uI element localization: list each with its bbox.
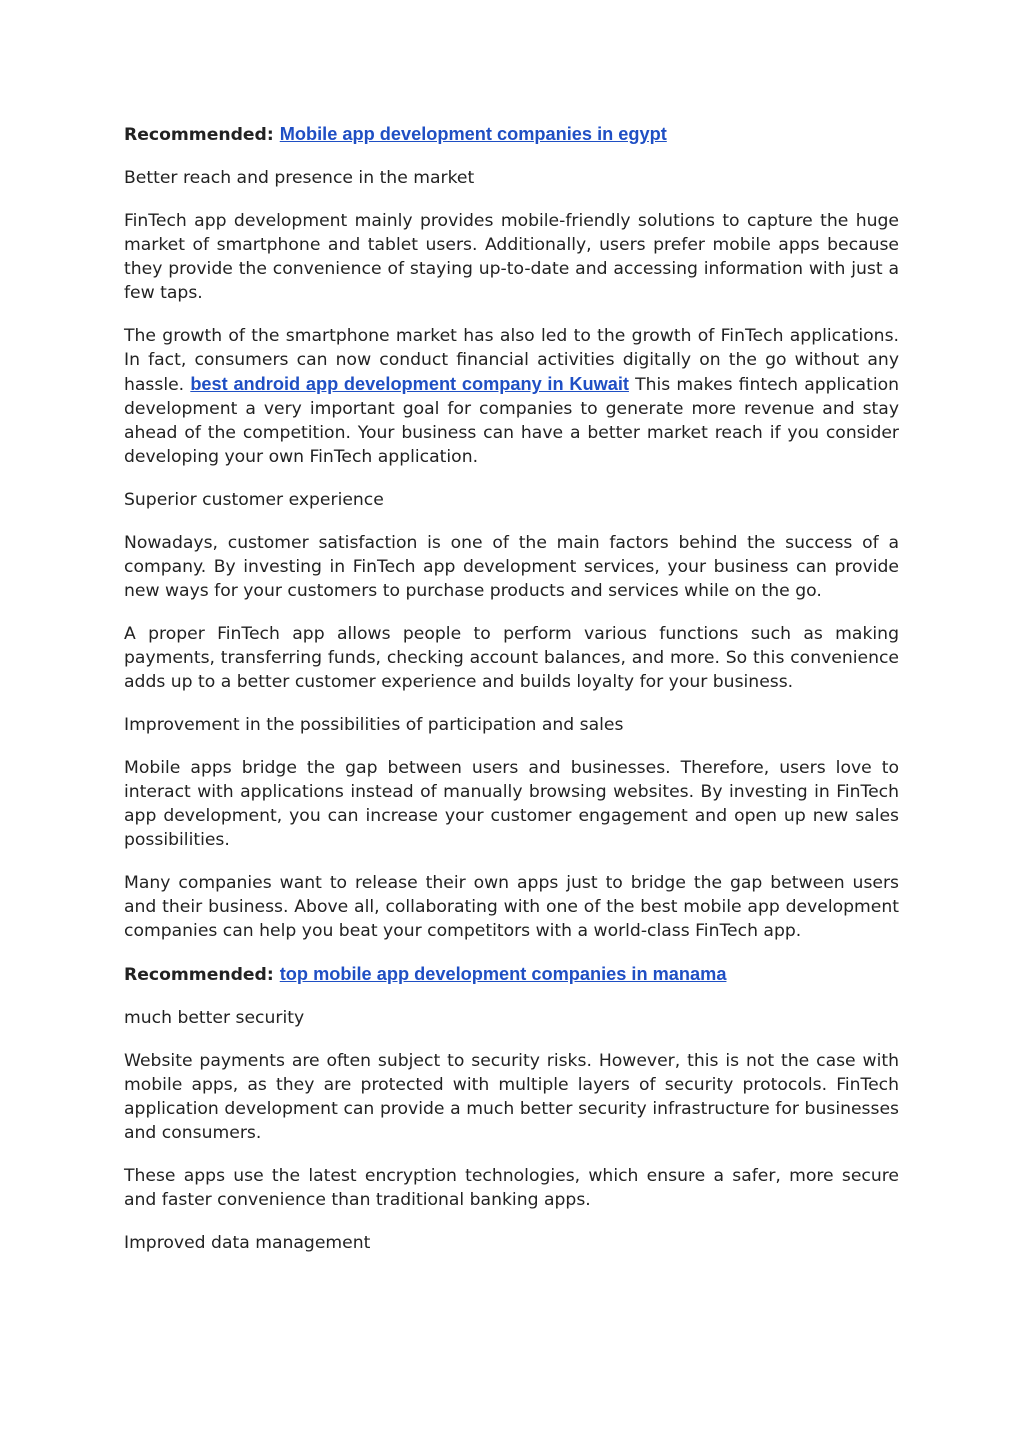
- paragraph-text-after-link: This makes fintech application development a very important goal for companies to generate more revenue and stay ahead of the competition. Your business can have a better market reach if you consider developing your own FinTech application.: [124, 375, 899, 467]
- recommended-label: Recommended:: [124, 125, 274, 145]
- section-heading-security: much better security: [124, 1008, 305, 1028]
- paragraph-release-apps: Many companies want to release their own apps just to bridge the gap between users and their business. Above all, collaborating with one of the best mobile app development companies can help you beat your competitors with a world-class FinTech app.: [124, 873, 899, 941]
- section-heading-data-management: Improved data management: [124, 1233, 371, 1253]
- paragraph-mobile-friendly: FinTech app development mainly provides mobile-friendly solutions to capture the huge market of smartphone and tablet users. Additionally, users prefer mobile apps because they provide the convenience of staying up-to-date and accessing information with just a few taps.: [124, 211, 899, 303]
- paragraph-proper-fintech-app: A proper FinTech app allows people to perform various functions such as making payments, transferring funds, checking account balances, and more. So this convenience adds up to a better customer experience and builds loyalty for your business.: [124, 624, 899, 692]
- paragraph-bridge-gap: Mobile apps bridge the gap between users and businesses. Therefore, users love to interact with applications instead of manually browsing websites. By investing in FinTech app development, you can increase your customer engagement and open up new sales possibilities.: [124, 758, 899, 850]
- manama-companies-link[interactable]: top mobile app development companies in manama: [279, 964, 727, 984]
- section-heading-reach: Better reach and presence in the market: [124, 168, 475, 188]
- recommended-label: Recommended:: [124, 965, 274, 985]
- paragraph-encryption: These apps use the latest encryption technologies, which ensure a safer, more secure and faster convenience than traditional banking apps.: [124, 1166, 899, 1210]
- section-heading-customer-experience: Superior customer experience: [124, 490, 384, 510]
- paragraph-smartphone-growth: [124, 324, 899, 469]
- paragraph-website-payments: Website payments are often subject to security risks. However, this is not the case with mobile apps, as they are protected with multiple layers of security protocols. FinTech application development can provide a much better security infrastructure for businesses and consumers.: [124, 1051, 899, 1143]
- recommended-line-2: [124, 962, 899, 987]
- document-page: [124, 122, 899, 1274]
- recommended-line-1: [124, 122, 899, 147]
- kuwait-company-link[interactable]: best android app development company in Kuwait: [190, 374, 629, 394]
- egypt-companies-link[interactable]: Mobile app development companies in egypt: [279, 124, 667, 144]
- paragraph-text-before-link: The growth of the smartphone market has also led to the growth of FinTech applications. In fact, consumers can now conduct financial activities digitally on the go without any hassle.: [124, 326, 899, 395]
- paragraph-customer-satisfaction: Nowadays, customer satisfaction is one of the main factors behind the success of a company. By investing in FinTech app development services, your business can provide new ways for your customers to purchase products and services while on the go.: [124, 533, 899, 601]
- section-heading-participation-sales: Improvement in the possibilities of participation and sales: [124, 715, 624, 735]
